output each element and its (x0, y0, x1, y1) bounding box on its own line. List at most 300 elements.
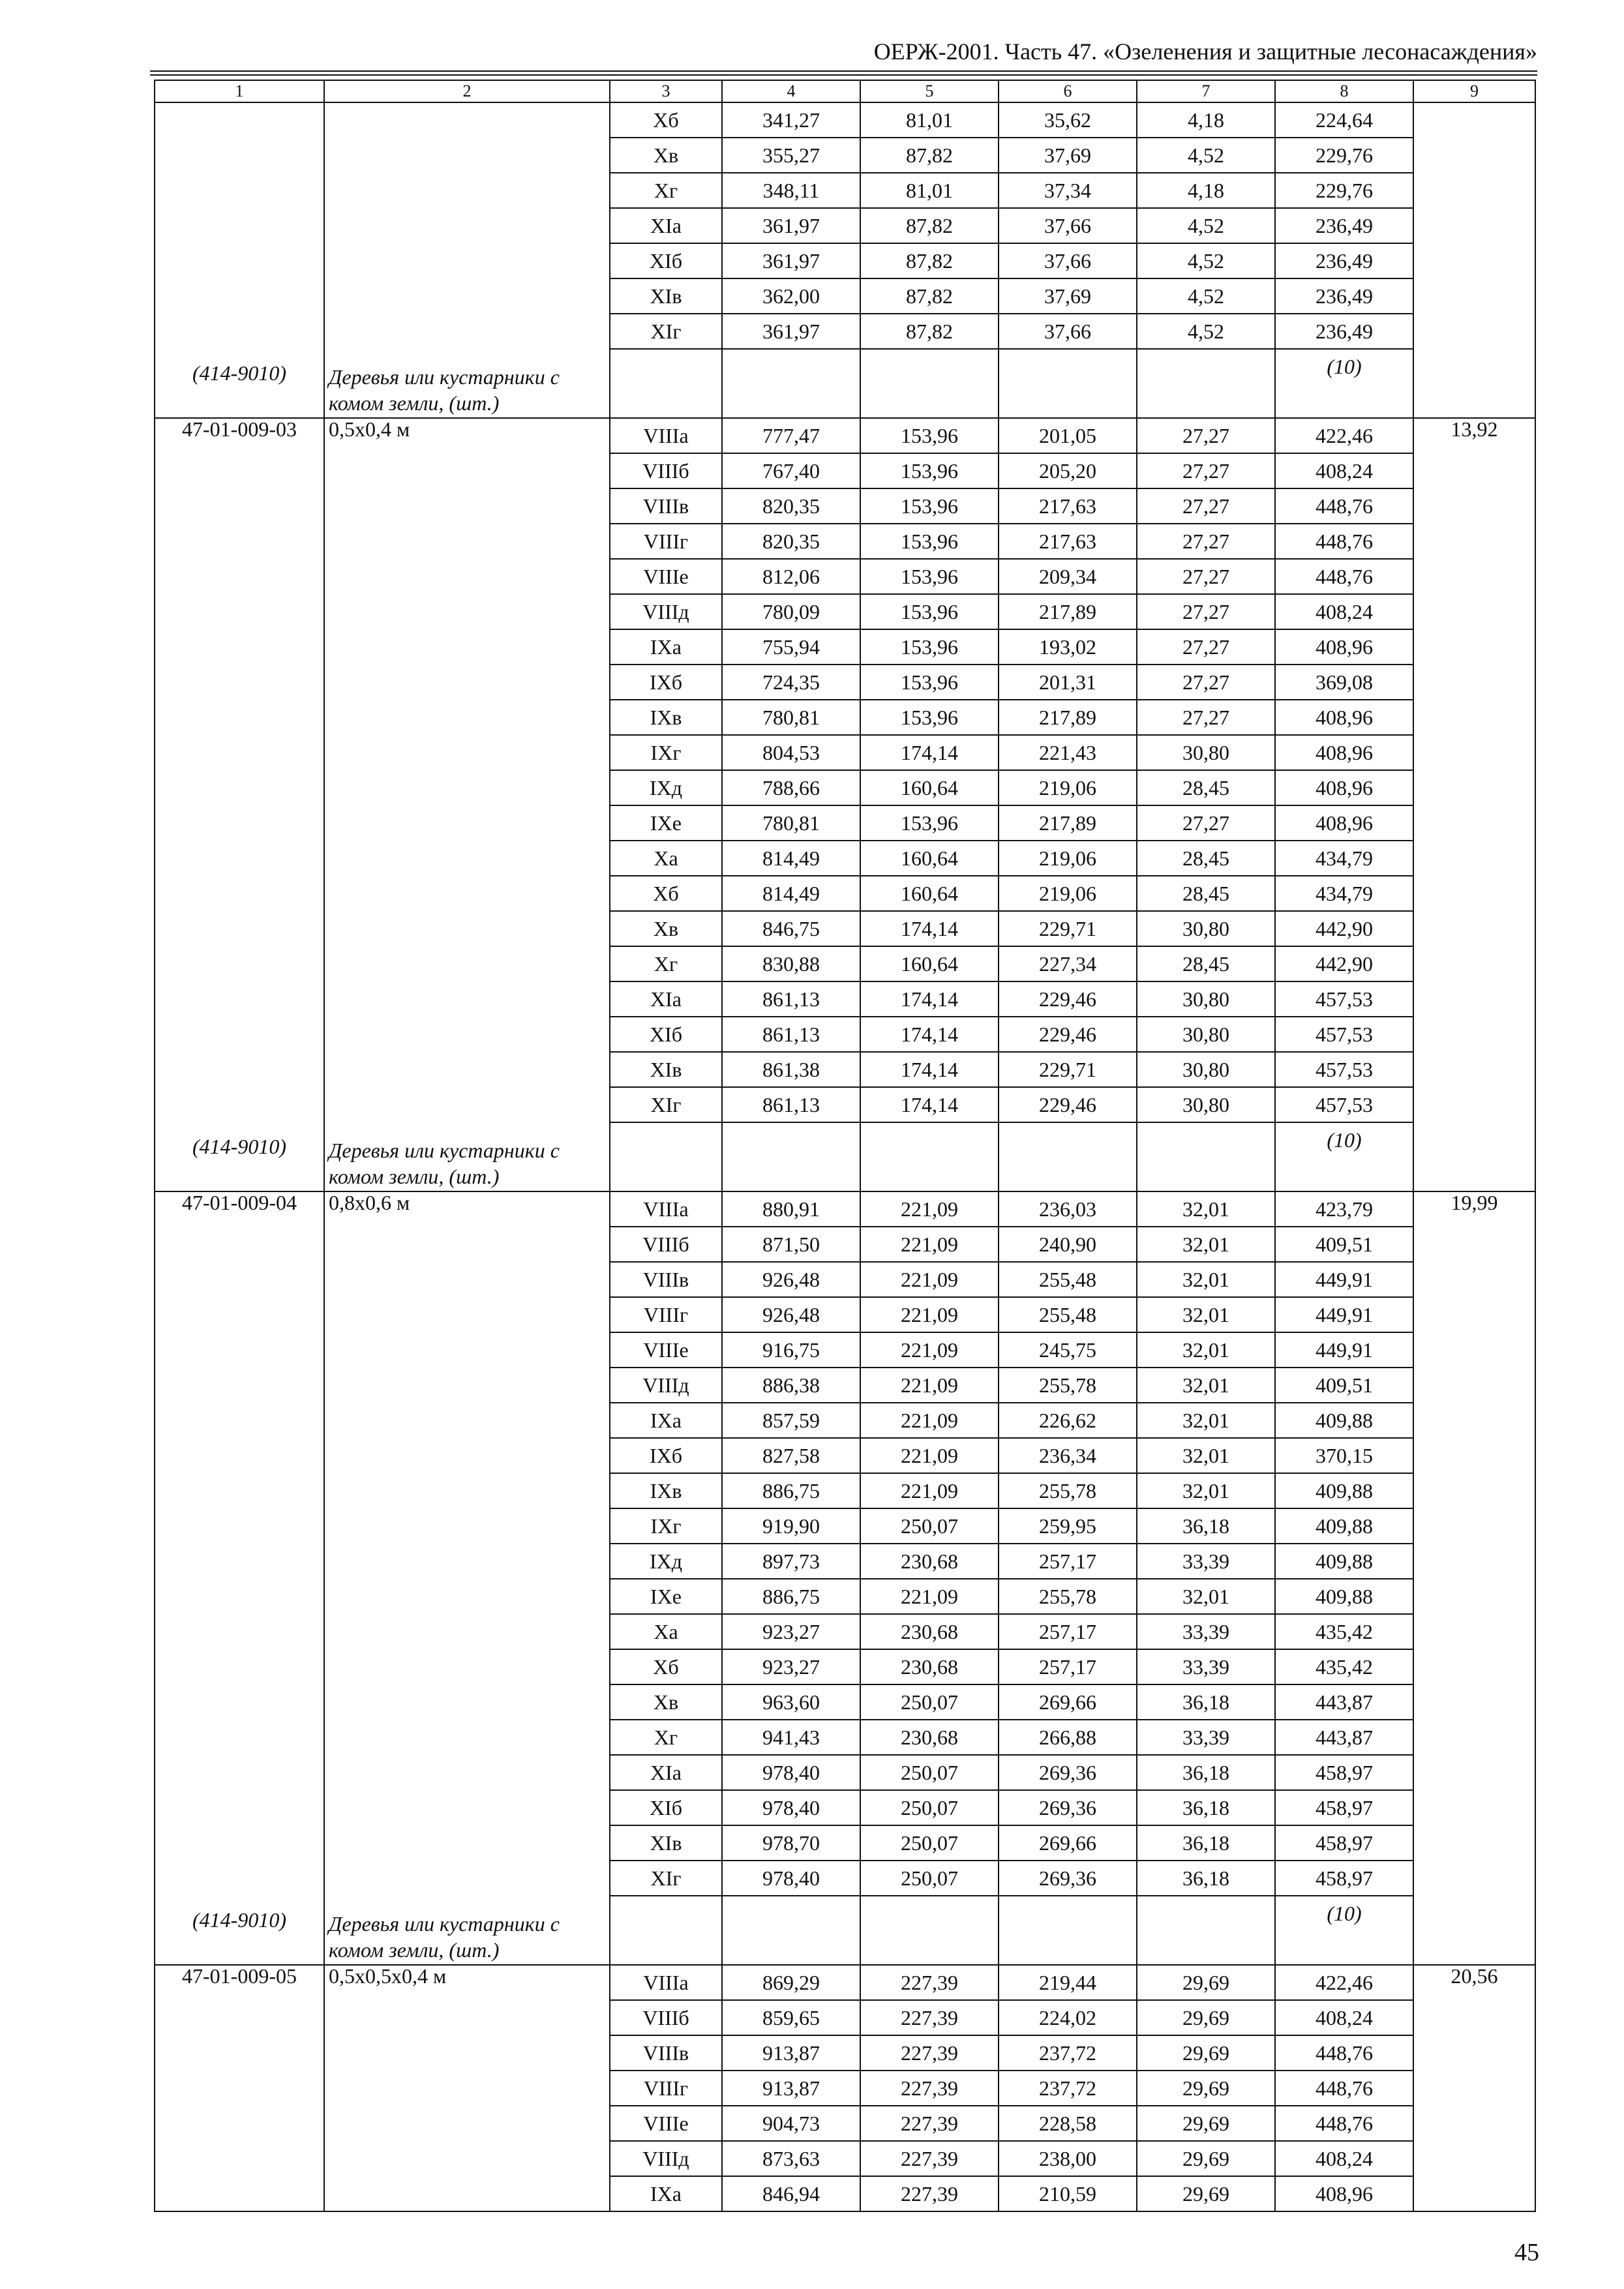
value-cell: 861,13 (722, 1017, 860, 1052)
value-cell: 923,27 (722, 1649, 860, 1684)
value-cell: 880,91 (722, 1191, 860, 1227)
value-cell: 408,96 (1275, 629, 1413, 665)
value-cell: 369,08 (1275, 665, 1413, 700)
document-title: ОЕРЖ-2001. Часть 47. «Озеленения и защитные лесонасаждения» (873, 38, 1537, 65)
value-cell: 941,43 (722, 1720, 860, 1755)
zone-cell: Xб (610, 102, 722, 138)
value-cell: 30,80 (1137, 1087, 1275, 1122)
page-number: 45 (1514, 2239, 1539, 2266)
value-cell: 201,31 (999, 665, 1137, 700)
value-cell: 408,96 (1275, 805, 1413, 841)
value-cell: 210,59 (999, 2176, 1137, 2211)
resource-name: Деревья или кустарники с комом земли, (шт.) (329, 1912, 560, 1962)
zone-cell: IXв (610, 700, 722, 735)
empty-cell (1137, 1122, 1275, 1191)
value-cell: 861,13 (722, 1087, 860, 1122)
value-cell: 217,89 (999, 805, 1137, 841)
value-cell: 814,49 (722, 876, 860, 911)
value-cell: 28,45 (1137, 841, 1275, 876)
value-cell: 236,49 (1275, 314, 1413, 349)
value-cell: 160,64 (860, 770, 999, 805)
value-cell: 160,64 (860, 876, 999, 911)
zone-cell: XIв (610, 1825, 722, 1861)
value-cell: 780,09 (722, 594, 860, 629)
value-cell: 250,07 (860, 1684, 999, 1720)
value-cell: 236,49 (1275, 243, 1413, 278)
column-number: 2 (324, 80, 610, 102)
value-cell: 153,96 (860, 488, 999, 524)
value-cell: 269,36 (999, 1790, 1137, 1825)
column-number: 1 (155, 80, 324, 102)
value-cell: 443,87 (1275, 1684, 1413, 1720)
value-cell: 153,96 (860, 700, 999, 735)
value-cell: 361,97 (722, 243, 860, 278)
value-cell: 257,17 (999, 1614, 1137, 1649)
value-cell: 978,40 (722, 1790, 860, 1825)
col9-value: 13,92 (1451, 418, 1498, 441)
value-cell: 923,27 (722, 1614, 860, 1649)
value-cell: 81,01 (860, 173, 999, 208)
value-cell: 217,89 (999, 594, 1137, 629)
value-cell: 28,45 (1137, 770, 1275, 805)
value-cell: 30,80 (1137, 981, 1275, 1017)
value-cell: 780,81 (722, 700, 860, 735)
value-cell: 37,66 (999, 208, 1137, 243)
value-cell: 29,69 (1137, 2000, 1275, 2035)
value-cell: 767,40 (722, 453, 860, 488)
value-cell: 255,48 (999, 1297, 1137, 1332)
value-cell: 257,17 (999, 1544, 1137, 1579)
value-cell: 348,11 (722, 173, 860, 208)
value-cell: 27,27 (1137, 453, 1275, 488)
value-cell: 174,14 (860, 1017, 999, 1052)
value-cell: 221,09 (860, 1368, 999, 1403)
col9-cell (1413, 418, 1535, 1191)
zone-cell: XIа (610, 1755, 722, 1790)
value-cell: 408,24 (1275, 594, 1413, 629)
value-cell: 926,48 (722, 1262, 860, 1297)
value-cell: 32,01 (1137, 1191, 1275, 1227)
zone-cell: Xг (610, 1720, 722, 1755)
value-cell: 255,48 (999, 1262, 1137, 1297)
value-cell: 448,76 (1275, 2106, 1413, 2141)
value-cell: 174,14 (860, 1087, 999, 1122)
empty-cell (722, 1122, 860, 1191)
value-cell: 227,39 (860, 2176, 999, 2211)
value-cell: 341,27 (722, 102, 860, 138)
value-cell: 408,24 (1275, 2000, 1413, 2035)
value-cell: 919,90 (722, 1508, 860, 1544)
col9-value: 19,99 (1451, 1191, 1498, 1214)
value-cell: 449,91 (1275, 1262, 1413, 1297)
value-cell: 897,73 (722, 1544, 860, 1579)
value-cell: 221,09 (860, 1191, 999, 1227)
value-cell: 221,09 (860, 1473, 999, 1508)
value-cell: 409,88 (1275, 1403, 1413, 1438)
norm-code-cell (155, 418, 324, 1191)
zone-cell: IXе (610, 1579, 722, 1614)
zone-cell: IXа (610, 1403, 722, 1438)
value-cell: 153,96 (860, 629, 999, 665)
value-cell: 449,91 (1275, 1332, 1413, 1368)
column-number: 7 (1137, 80, 1275, 102)
zone-cell: VIIIе (610, 559, 722, 594)
value-cell: 257,17 (999, 1649, 1137, 1684)
value-cell: 28,45 (1137, 946, 1275, 981)
value-cell: 434,79 (1275, 841, 1413, 876)
zone-cell: Xа (610, 1614, 722, 1649)
value-cell: 4,52 (1137, 243, 1275, 278)
norm-description-cell (324, 418, 610, 1191)
value-cell: 238,00 (999, 2141, 1137, 2176)
value-cell: 408,24 (1275, 453, 1413, 488)
value-cell: 27,27 (1137, 524, 1275, 559)
table-row (155, 1965, 1535, 2000)
value-cell: 209,34 (999, 559, 1137, 594)
value-cell: 160,64 (860, 946, 999, 981)
column-number: 9 (1413, 80, 1535, 102)
col9-value: 20,56 (1451, 1965, 1498, 1988)
value-cell: 221,09 (860, 1438, 999, 1473)
value-cell: 804,53 (722, 735, 860, 770)
value-cell: 978,70 (722, 1825, 860, 1861)
zone-cell: XIб (610, 1790, 722, 1825)
header-rule-double (150, 74, 1537, 76)
value-cell: 458,97 (1275, 1825, 1413, 1861)
value-cell: 859,65 (722, 2000, 860, 2035)
value-cell: 978,40 (722, 1755, 860, 1790)
value-cell: 409,88 (1275, 1473, 1413, 1508)
zone-cell: Xб (610, 1649, 722, 1684)
value-cell: 916,75 (722, 1332, 860, 1368)
zone-cell: Xг (610, 173, 722, 208)
empty-cell (999, 1122, 1137, 1191)
value-cell: 409,88 (1275, 1579, 1413, 1614)
value-cell: 788,66 (722, 770, 860, 805)
value-cell: 33,39 (1137, 1544, 1275, 1579)
value-cell: 27,27 (1137, 594, 1275, 629)
value-cell: 227,34 (999, 946, 1137, 981)
norm-code-cell (155, 102, 324, 418)
value-cell: 35,62 (999, 102, 1137, 138)
value-cell: 250,07 (860, 1755, 999, 1790)
value-cell: 913,87 (722, 2035, 860, 2071)
resource-name: Деревья или кустарники с комом земли, (шт.) (329, 365, 560, 415)
table-row (155, 418, 1535, 453)
empty-cell (722, 349, 860, 418)
value-cell: 36,18 (1137, 1861, 1275, 1896)
zone-cell: XIв (610, 278, 722, 314)
zone-cell: XIг (610, 314, 722, 349)
norm-code: 47-01-009-05 (182, 1965, 297, 1988)
zone-cell: VIIIв (610, 1262, 722, 1297)
zone-cell: VIIIг (610, 2071, 722, 2106)
value-cell: 229,46 (999, 1087, 1137, 1122)
value-cell: 236,49 (1275, 208, 1413, 243)
zone-cell: IXг (610, 1508, 722, 1544)
value-cell: 861,38 (722, 1052, 860, 1087)
value-cell: 28,45 (1137, 876, 1275, 911)
value-cell: 409,51 (1275, 1368, 1413, 1403)
value-cell: 217,89 (999, 700, 1137, 735)
value-cell: 846,75 (722, 911, 860, 946)
empty-cell (610, 1122, 722, 1191)
zone-cell: Xа (610, 841, 722, 876)
value-cell: 221,09 (860, 1262, 999, 1297)
zone-cell: VIIIа (610, 418, 722, 453)
zone-cell: VIIIе (610, 1332, 722, 1368)
zone-cell: VIIIд (610, 1368, 722, 1403)
table-row (155, 102, 1535, 138)
value-cell: 29,69 (1137, 2176, 1275, 2211)
value-cell: 449,91 (1275, 1297, 1413, 1332)
value-cell: 812,06 (722, 559, 860, 594)
resource-code: (414-9010) (192, 1908, 286, 1932)
value-cell: 27,27 (1137, 559, 1275, 594)
value-cell: 36,18 (1137, 1508, 1275, 1544)
value-cell: 30,80 (1137, 1017, 1275, 1052)
value-cell: 217,63 (999, 488, 1137, 524)
value-cell: 33,39 (1137, 1614, 1275, 1649)
value-cell: 36,18 (1137, 1684, 1275, 1720)
price-table (154, 80, 1536, 2212)
value-cell: 361,97 (722, 314, 860, 349)
value-cell: 29,69 (1137, 1965, 1275, 2000)
value-cell: 230,68 (860, 1720, 999, 1755)
norm-code-cell (155, 1191, 324, 1965)
norm-code-cell (155, 1965, 324, 2211)
zone-cell: VIIIв (610, 2035, 722, 2071)
value-cell: 217,63 (999, 524, 1137, 559)
value-cell: 219,06 (999, 770, 1137, 805)
value-cell: 409,88 (1275, 1508, 1413, 1544)
value-cell: 780,81 (722, 805, 860, 841)
value-cell: 236,34 (999, 1438, 1137, 1473)
value-cell: 174,14 (860, 911, 999, 946)
value-cell: 861,13 (722, 981, 860, 1017)
value-cell: 926,48 (722, 1297, 860, 1332)
value-cell: 777,47 (722, 418, 860, 453)
value-cell: 81,01 (860, 102, 999, 138)
column-number: 4 (722, 80, 860, 102)
value-cell: 33,39 (1137, 1720, 1275, 1755)
zone-cell: XIа (610, 208, 722, 243)
value-cell: 32,01 (1137, 1332, 1275, 1368)
value-cell: 87,82 (860, 138, 999, 173)
value-cell: 37,34 (999, 173, 1137, 208)
zone-cell: VIIIб (610, 1227, 722, 1262)
value-cell: 269,36 (999, 1861, 1137, 1896)
value-cell: 457,53 (1275, 1087, 1413, 1122)
value-cell: 87,82 (860, 208, 999, 243)
resource-code: (414-9010) (192, 361, 286, 385)
value-cell: 409,51 (1275, 1227, 1413, 1262)
value-cell: 227,39 (860, 2035, 999, 2071)
value-cell: 4,52 (1137, 138, 1275, 173)
value-cell: 219,06 (999, 876, 1137, 911)
value-cell: 30,80 (1137, 735, 1275, 770)
empty-cell (999, 1896, 1137, 1965)
value-cell: 224,02 (999, 2000, 1137, 2035)
value-cell: 820,35 (722, 488, 860, 524)
value-cell: 408,96 (1275, 700, 1413, 735)
col9-cell (1413, 1965, 1535, 2211)
value-cell: 37,69 (999, 278, 1137, 314)
value-cell: 36,18 (1137, 1755, 1275, 1790)
zone-cell: XIг (610, 1087, 722, 1122)
value-cell: 448,76 (1275, 2071, 1413, 2106)
value-cell: 724,35 (722, 665, 860, 700)
value-cell: 422,46 (1275, 1965, 1413, 2000)
value-cell: 448,76 (1275, 559, 1413, 594)
value-cell: 32,01 (1137, 1368, 1275, 1403)
value-cell: 221,09 (860, 1332, 999, 1368)
value-cell: 4,18 (1137, 102, 1275, 138)
value-cell: 408,96 (1275, 2176, 1413, 2211)
value-cell: 442,90 (1275, 946, 1413, 981)
value-cell: 458,97 (1275, 1790, 1413, 1825)
empty-cell (860, 1122, 999, 1191)
value-cell: 227,39 (860, 2000, 999, 2035)
value-cell: 255,78 (999, 1579, 1137, 1614)
zone-cell: VIIIа (610, 1965, 722, 2000)
value-cell: 27,27 (1137, 629, 1275, 665)
zone-cell: IXд (610, 770, 722, 805)
value-cell: 435,42 (1275, 1614, 1413, 1649)
value-cell: 423,79 (1275, 1191, 1413, 1227)
value-cell: 886,75 (722, 1473, 860, 1508)
value-cell: 873,63 (722, 2141, 860, 2176)
value-cell: 226,62 (999, 1403, 1137, 1438)
value-cell: 30,80 (1137, 1052, 1275, 1087)
value-cell: 269,66 (999, 1684, 1137, 1720)
value-cell: 448,76 (1275, 524, 1413, 559)
column-number: 5 (860, 80, 999, 102)
empty-cell (610, 349, 722, 418)
value-cell: 408,96 (1275, 770, 1413, 805)
zone-cell: XIб (610, 1017, 722, 1052)
value-cell: 255,78 (999, 1473, 1137, 1508)
value-cell: 409,88 (1275, 1544, 1413, 1579)
value-cell: 153,96 (860, 418, 999, 453)
value-cell: 221,09 (860, 1403, 999, 1438)
value-cell: 221,09 (860, 1297, 999, 1332)
value-cell: 201,05 (999, 418, 1137, 453)
resource-value: (10) (1275, 1122, 1413, 1191)
zone-cell: Xг (610, 946, 722, 981)
value-cell: 820,35 (722, 524, 860, 559)
value-cell: 27,27 (1137, 418, 1275, 453)
value-cell: 27,27 (1137, 488, 1275, 524)
zone-cell: XIг (610, 1861, 722, 1896)
value-cell: 229,71 (999, 1052, 1137, 1087)
value-cell: 886,75 (722, 1579, 860, 1614)
value-cell: 435,42 (1275, 1649, 1413, 1684)
value-cell: 230,68 (860, 1544, 999, 1579)
zone-cell: Xв (610, 1684, 722, 1720)
value-cell: 36,18 (1137, 1790, 1275, 1825)
value-cell: 457,53 (1275, 981, 1413, 1017)
value-cell: 219,06 (999, 841, 1137, 876)
value-cell: 457,53 (1275, 1017, 1413, 1052)
value-cell: 193,02 (999, 629, 1137, 665)
value-cell: 250,07 (860, 1861, 999, 1896)
value-cell: 269,36 (999, 1755, 1137, 1790)
value-cell: 259,95 (999, 1508, 1137, 1544)
value-cell: 224,64 (1275, 102, 1413, 138)
zone-cell: IXг (610, 735, 722, 770)
value-cell: 229,71 (999, 911, 1137, 946)
zone-cell: VIIIв (610, 488, 722, 524)
zone-cell: VIIIд (610, 594, 722, 629)
value-cell: 266,88 (999, 1720, 1137, 1755)
zone-cell: Xв (610, 138, 722, 173)
value-cell: 442,90 (1275, 911, 1413, 946)
value-cell: 408,96 (1275, 735, 1413, 770)
value-cell: 27,27 (1137, 700, 1275, 735)
value-cell: 227,39 (860, 2071, 999, 2106)
value-cell: 87,82 (860, 243, 999, 278)
zone-cell: IXа (610, 629, 722, 665)
value-cell: 32,01 (1137, 1473, 1275, 1508)
value-cell: 857,59 (722, 1403, 860, 1438)
norm-code: 47-01-009-03 (182, 418, 297, 441)
value-cell: 221,09 (860, 1227, 999, 1262)
norm-description-cell (324, 1191, 610, 1965)
value-cell: 37,66 (999, 314, 1137, 349)
value-cell: 408,24 (1275, 2141, 1413, 2176)
zone-cell: VIIIб (610, 453, 722, 488)
value-cell: 269,66 (999, 1825, 1137, 1861)
norm-description-cell (324, 1965, 610, 2211)
value-cell: 236,49 (1275, 278, 1413, 314)
zone-cell: VIIIе (610, 2106, 722, 2141)
value-cell: 434,79 (1275, 876, 1413, 911)
column-number: 3 (610, 80, 722, 102)
value-cell: 227,39 (860, 1965, 999, 2000)
value-cell: 32,01 (1137, 1438, 1275, 1473)
value-cell: 174,14 (860, 735, 999, 770)
value-cell: 904,73 (722, 2106, 860, 2141)
norm-description: 0,5х0,4 м (329, 418, 410, 441)
value-cell: 227,39 (860, 2141, 999, 2176)
value-cell: 370,15 (1275, 1438, 1413, 1473)
zone-cell: IXв (610, 1473, 722, 1508)
zone-cell: IXд (610, 1544, 722, 1579)
value-cell: 32,01 (1137, 1403, 1275, 1438)
zone-cell: Xв (610, 911, 722, 946)
value-cell: 963,60 (722, 1684, 860, 1720)
resource-name: Деревья или кустарники с комом земли, (шт.) (329, 1139, 560, 1188)
value-cell: 250,07 (860, 1790, 999, 1825)
value-cell: 174,14 (860, 1052, 999, 1087)
value-cell: 36,18 (1137, 1825, 1275, 1861)
value-cell: 869,29 (722, 1965, 860, 2000)
value-cell: 87,82 (860, 278, 999, 314)
value-cell: 29,69 (1137, 2106, 1275, 2141)
norm-description-cell (324, 102, 610, 418)
value-cell: 153,96 (860, 594, 999, 629)
value-cell: 33,39 (1137, 1649, 1275, 1684)
value-cell: 978,40 (722, 1861, 860, 1896)
value-cell: 30,80 (1137, 911, 1275, 946)
value-cell: 237,72 (999, 2035, 1137, 2071)
empty-cell (860, 349, 999, 418)
value-cell: 913,87 (722, 2071, 860, 2106)
value-cell: 32,01 (1137, 1227, 1275, 1262)
zone-cell: XIв (610, 1052, 722, 1087)
empty-cell (1137, 349, 1275, 418)
